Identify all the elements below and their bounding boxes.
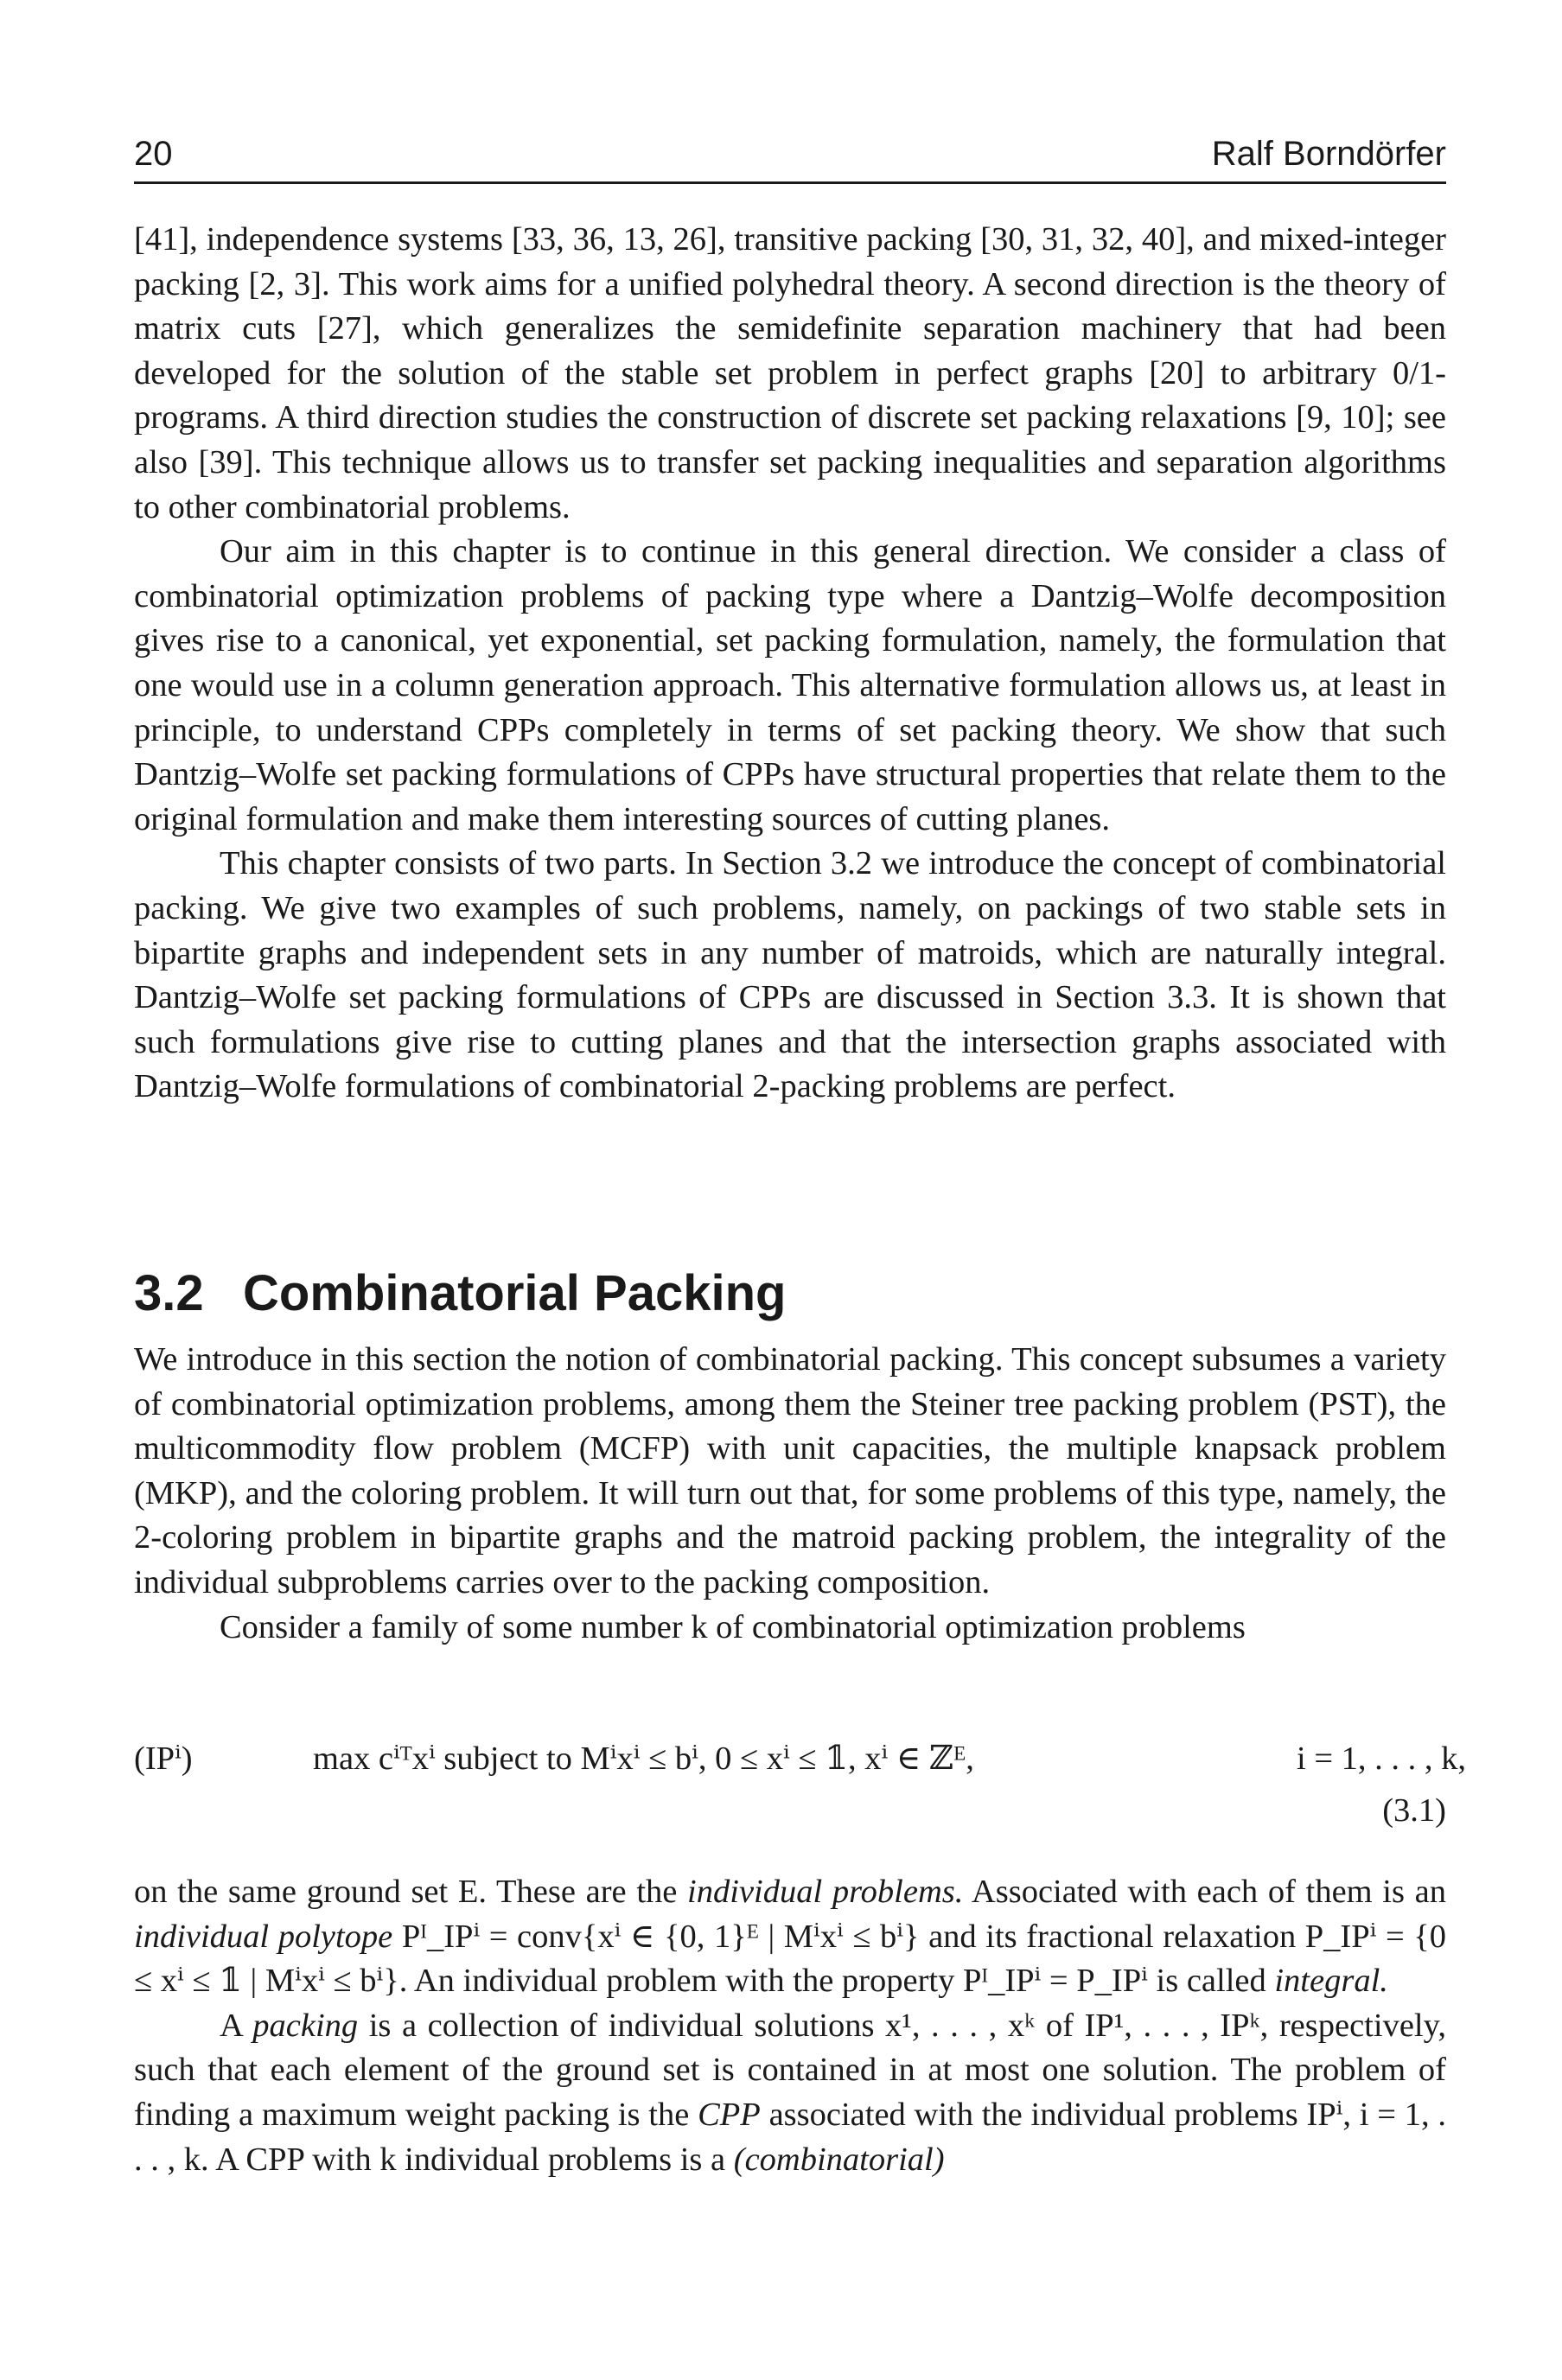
text-run: is a collection of individual solutions x¹, . . . , xᵏ of IP¹, . . . , IPᵏ, respectively, such that each element of the ground set is contained in at most one solution. The problem of finding a maximum weight packing is the: [134, 2007, 1446, 2133]
equation-body: max cⁱᵀxⁱ subject to Mⁱxⁱ ≤ bⁱ, 0 ≤ xⁱ ≤ 𝟙, xⁱ ∈ ℤᴱ,: [313, 1740, 974, 1777]
paragraph: This chapter consists of two parts. In Section 3.2 we introduce the concept of combinatorial packing. We give two examples of such problems, namely, on packings of two stable sets in bipartite graphs and independent sets in any number of matroids, which are naturally integral. Dantzig–Wolfe set packing formulations of CPPs are discussed in Section 3.3. It is shown that such formulations give rise to cutting planes and that the intersection graphs associated with Dantzig–Wolfe formulations of combinatorial 2-packing problems are perfect.: [134, 845, 1446, 1105]
emphasis: packing: [252, 2007, 359, 2044]
paragraph: [134, 2004, 1446, 2182]
equation-number: (3.1): [1382, 1792, 1446, 1829]
section-number: 3.2: [134, 1265, 204, 1321]
emphasis: integral.: [1274, 1963, 1388, 2000]
running-author: Ralf Borndörfer: [1211, 135, 1446, 173]
paragraph: We introduce in this section the notion of combinatorial packing. This concept subsumes a variety of combinatorial optimization problems, among them the Steiner tree packing problem (PST), the multicommodity flow problem (MCFP) with unit capacities, the multiple knapsack problem (MKP), and the coloring problem. It will turn out that, for some problems of this type, namely, the 2-coloring problem in bipartite graphs and the matroid packing problem, the integrality of the individual subproblems carries over to the packing composition.: [134, 1341, 1446, 1600]
intro-text: [134, 218, 1446, 1110]
paragraph: [41], independence systems [33, 36, 13, 26], transitive packing [30, 31, 32, 40], and mixed-integer packing [2, 3]. This work aims for a unified polyhedral theory. A second direction is the theory of matrix cuts [27], which generalizes the semidefinite separation machinery that had been developed for the solution of the stable set problem in perfect graphs [20] to arbitrary 0/1-programs. A third direction studies the construction of discrete set packing relaxations [9, 10]; see also [39]. This technique allows us to transfer set packing inequalities and separation algorithms to other combinatorial problems.: [134, 221, 1446, 525]
text-run: A: [220, 2007, 253, 2044]
equation-label: (IPⁱ): [134, 1740, 193, 1777]
text-run: associated with the individual problems IPⁱ, i = 1, . . . , k. A CPP with k individual problems is a: [134, 2096, 1446, 2178]
paragraph: [134, 1870, 1446, 2004]
section-heading: [134, 1263, 1446, 1324]
page-number: 20: [134, 135, 173, 173]
section-text-continued: [134, 1870, 1446, 2182]
section-title: Combinatorial Packing: [243, 1265, 787, 1321]
text-run: on the same ground set E. These are the: [134, 1874, 688, 1910]
paragraph: Our aim in this chapter is to continue in this general direction. We consider a class of combinatorial optimization problems of packing type where a Dantzig–Wolfe decomposition gives rise to a canonical, yet exponential, set packing formulation, namely, the formulation that one would use in a column generation approach. This alternative formulation allows us, at least in principle, to understand CPPs completely in terms of set packing theory. We show that such Dantzig–Wolfe set packing formulations of CPPs have structural properties that relate them to the original formulation and make them interesting sources of cutting planes.: [134, 533, 1446, 837]
running-header: [134, 128, 1446, 184]
emphasis: individual problems.: [687, 1874, 964, 1910]
display-equation: [134, 1737, 1467, 1832]
text-run: Associated with each of them is an: [963, 1874, 1446, 1910]
paragraph: Consider a family of some number k of combinatorial optimization problems: [220, 1608, 1246, 1645]
emphasis: (combinatorial): [733, 2141, 945, 2178]
emphasis: individual polytope: [134, 1918, 393, 1955]
equation-range: i = 1, . . . , k,: [1297, 1740, 1467, 1777]
emphasis: CPP: [698, 2096, 761, 2133]
section-text: [134, 1338, 1446, 1650]
text-run: Pᴵ_IPⁱ = conv{xⁱ ∈ {0, 1}ᴱ | Mⁱxⁱ ≤ bⁱ} and its fractional relaxation P_IPⁱ = {0 ≤ xⁱ ≤ 𝟙 | Mⁱxⁱ ≤ bⁱ}. An individual problem with the property Pᴵ_IPⁱ = P_IPⁱ is called: [134, 1918, 1447, 2000]
